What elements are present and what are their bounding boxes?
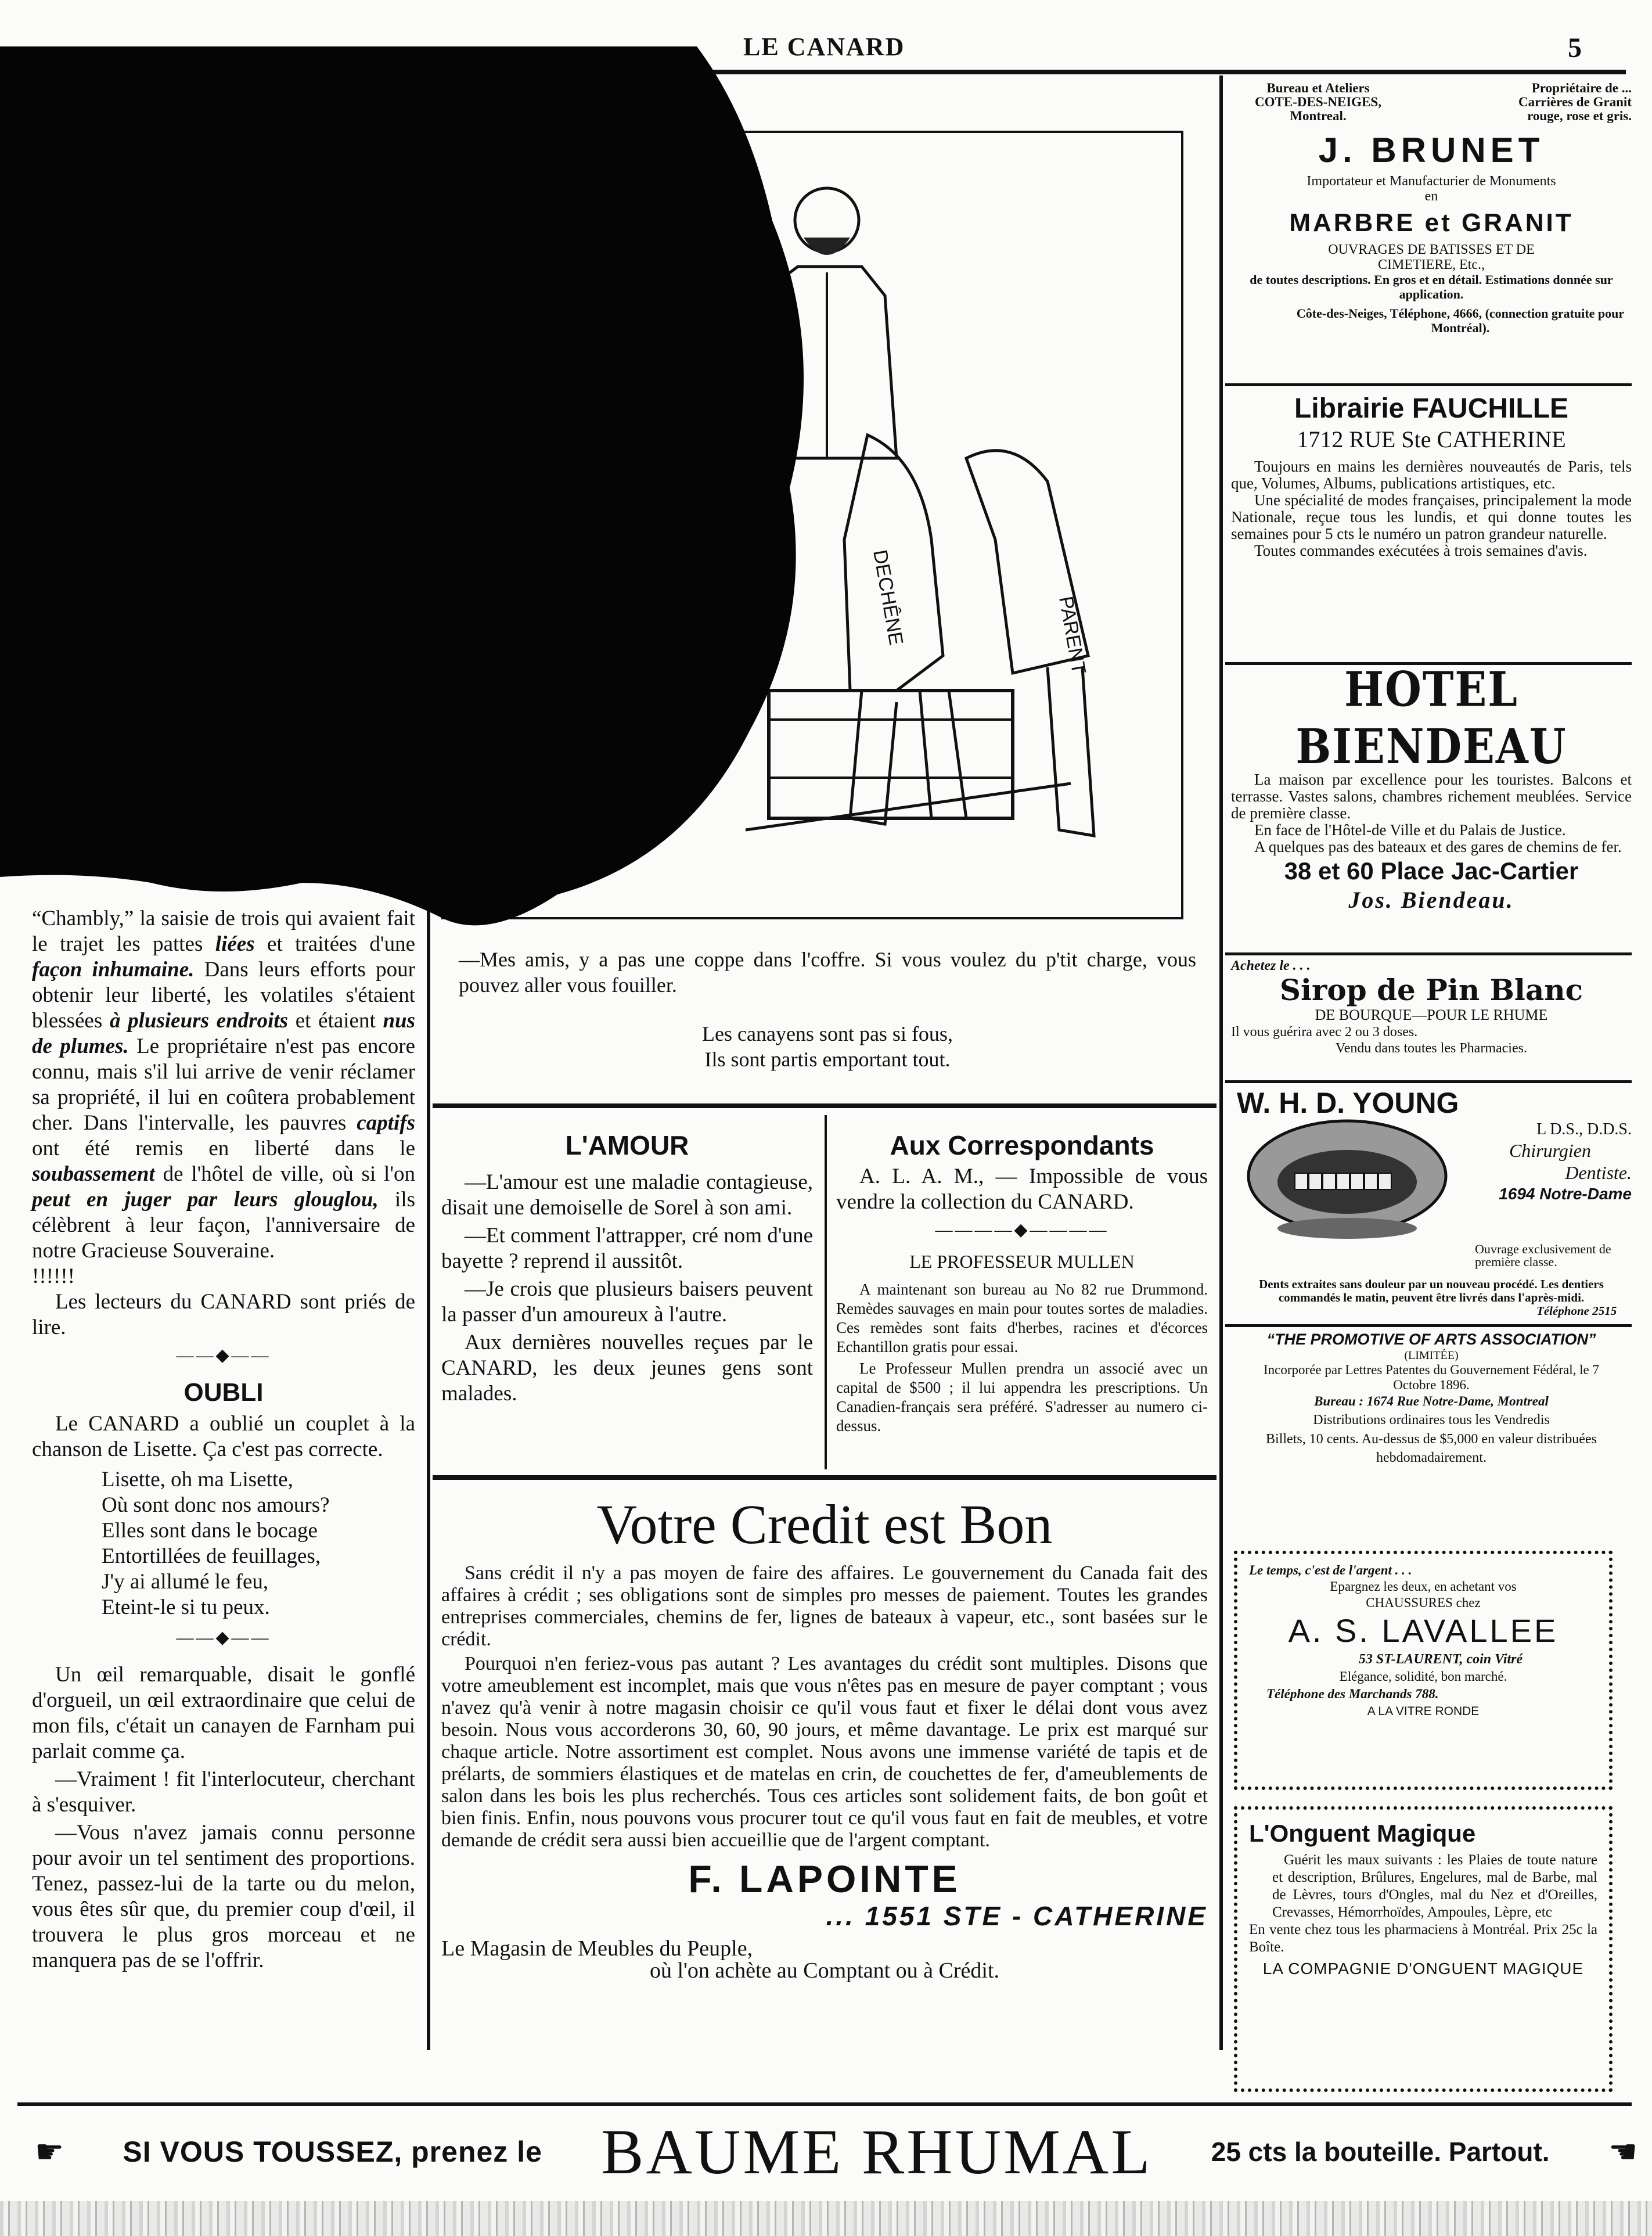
lavallee-line-3: CHAUSSURES chez [1366, 1595, 1481, 1610]
oubli-paragraph: Le CANARD a oublié un couplet à la chanson de Lisette. Ça c'est pas correcte. [32, 1412, 415, 1461]
divider: ——◆—— [176, 1346, 271, 1365]
lavallee-name: A. S. LAVALLEE [1288, 1612, 1559, 1649]
sirop-line-1: DE BOURQUE—POUR LE RHUME [1315, 1006, 1548, 1023]
oubli-title: OUBLI [183, 1378, 264, 1407]
hotel-address: 38 et 60 Place Jac-Cartier [1284, 857, 1579, 885]
amour-paragraph: —Et comment l'attrapper, cré nom d'une bayette ? reprend il aussitôt. [441, 1224, 813, 1273]
brunet-sub: Importateur et Manufacturier de Monuments en [1307, 174, 1556, 204]
chambly-story: “Chambly,” la saisie de trois qui avaient fait le trajet les pattes liées et traitées d'une façon inhumaine. Dans leurs efforts pour obtenir leur liberté, les volatiles s'étaient blessées à plusieurs endroits et étaient nus de plumes. Le propriétaire n'est pas encore connu, mais s'il lui arrive de venir réclamer sa propriété, il lui en coûtera probablement cher. Dans l'intervalle, les pauvres captifs ont été remis en liberté dans le soubassement de l'hôtel de ville, où si l'on peut en juger par leurs glouglou, ils célèbrent à leur façon, l'anniversaire de notre Gracieuse Souveraine. [32, 907, 416, 1263]
lavallee-sign: A LA VITRE RONDE [1367, 1705, 1480, 1718]
correspondants-text: A. L. A. M., — Impossible de vous vendre la collection du CANARD. [836, 1164, 1208, 1214]
brunet-head-right: Propriétaire de ... Carrières de Granit rouge, rose et gris. [1518, 81, 1632, 123]
divider: ————◆———— [935, 1220, 1109, 1239]
young-address: 1694 Notre-Dame [1499, 1185, 1632, 1203]
cartoon-label-parent: PARENT [1054, 594, 1090, 676]
cartoon-caption: —Mes amis, y a pas une coppe dans l'coffre. Si vous voulez du p'tit charge, vous pouvez aller vous fouiller. [459, 948, 1196, 997]
sirop-pre: Achetez le . . . [1231, 958, 1311, 973]
cartoon-verse-1: Les canayens sont pas si fous, [702, 1022, 953, 1045]
ad-divider [1225, 383, 1632, 386]
fauchille-paragraph-1: Toujours en mains les dernières nouveautés de Paris, tels que, Volumes, Albums, publications artistiques, etc. [1231, 458, 1632, 492]
lavallee-phone: Téléphone des Marchands 788. [1266, 1687, 1439, 1701]
readers-note: Les lecteurs du CANARD sont priés de lire. [32, 1290, 415, 1339]
hotel-ad [1231, 660, 1632, 914]
fauchille-name: Librairie FAUCHILLE [1294, 393, 1569, 424]
cartoon-verse-2: Ils sont partis emportant tout. [704, 1048, 951, 1071]
fauchille-address: 1712 RUE Ste CATHERINE [1297, 426, 1566, 452]
ad-divider [1225, 952, 1632, 955]
brunet-ad [1231, 81, 1632, 335]
sirop-line-3: Vendu dans toutes les Pharmacies. [1336, 1041, 1527, 1056]
lavallee-line-2: Epargnez les deux, en achetant vos [1330, 1579, 1517, 1594]
correspondants-title: Aux Correspondants [890, 1130, 1154, 1160]
mullen-title: LE PROFESSEUR MULLEN [909, 1251, 1135, 1272]
page-number: 5 [1568, 33, 1582, 63]
onguent-company: LA COMPAGNIE D'ONGUENT MAGIQUE [1262, 1960, 1584, 1978]
ad-divider [1225, 1324, 1632, 1327]
cartoon-label-dechene: DECHÊNE [869, 548, 908, 648]
amour-paragraph: Aux dernières nouvelles reçues par le CANARD, les deux jeunes gens sont malades. [441, 1331, 813, 1405]
credit-ad-title: Votre Credit est Bon [596, 1493, 1053, 1555]
promotive-bureau: Bureau : 1674 Rue Notre-Dame, Montreal [1314, 1394, 1549, 1408]
promotive-paragraph-1: Incorporée par Lettres Patentes du Gouvernement Fédéral, le 7 Octobre 1896. [1264, 1363, 1599, 1392]
denture-illustration [1243, 1118, 1452, 1246]
promotive-ad [1231, 1330, 1632, 1467]
correspondants-article [836, 1130, 1208, 1438]
young-phone: Téléphone 2515 [1533, 1304, 1617, 1318]
onguent-title: L'Onguent Magique [1249, 1820, 1476, 1847]
fauchille-ad [1231, 392, 1632, 559]
young-ad [1231, 1086, 1632, 1318]
promotive-name: “THE PROMOTIVE OF ARTS ASSOCIATION” [1266, 1331, 1596, 1348]
young-title-1: Chirurgien [1509, 1140, 1591, 1161]
lavallee-line-1: Le temps, c'est de l'argent . . . [1249, 1563, 1412, 1577]
credit-ad-tagline-1: Le Magasin de Meubles du Peuple, [441, 1936, 753, 1961]
onguent-paragraph-2: En vente chez tous les pharmaciens à Montréal. Prix 25c la Boîte. [1249, 1922, 1597, 1955]
young-paragraph: Dents extraites sans douleur par un nouveau procédé. Les dentiers commandés le matin, peuvent être livrés dans l'après-midi. [1259, 1277, 1604, 1304]
brunet-head-left: Bureau et Ateliers COTE-DES-NEIGES, Montreal. [1255, 81, 1381, 123]
oeil-paragraph-3: —Vous n'avez jamais connu personne pour avoir un tel sentiment des proportions. Tenez, passez-lui de la tarte ou du melon, vous êtes sûr que, du premier coup d'œil, il trouvera le plus gros morceau et ne manquera pas de se l'offrir. [32, 1821, 415, 1972]
fauchille-paragraph-2: Une spécialité de modes françaises, principalement la mode Nationale, reçue tous les lundis, et qui donne toutes les semaines pour 5 cts le numéro un patron grandeur naturelle. [1231, 491, 1632, 542]
brunet-works: OUVRAGES DE BATISSES ET DE CIMETIERE, Etc., [1328, 242, 1535, 272]
credit-ad [441, 1493, 1208, 1982]
pointing-hand-icon: ☛ [35, 2134, 64, 2170]
footer-brand: BAUME RHUMAL [601, 2116, 1153, 2187]
torn-bottom-edge [0, 2201, 1652, 2236]
onguent-paragraph-1: Guérit les maux suivants : les Plaies de toute nature et description, Brûlures, Engelures, mal de Barbe, mal de Lèvres, tours d'Ongles, mal du Nez et d'Oreilles, Crevasses, Hémorrhoïdes, Ampoules, Lèpre, etc [1272, 1852, 1597, 1920]
footer-left-text: SI VOUS TOUSSEZ, prenez le [123, 2136, 542, 2168]
brunet-phone: Côte-des-Neiges, Téléphone, 4666, (connection gratuite pour Montréal). [1296, 306, 1625, 335]
hotel-paragraph-2: En face de l'Hôtel-de Ville et du Palais de Justice. [1254, 821, 1566, 839]
young-note: Ouvrage exclusivement de première classe. [1475, 1242, 1611, 1269]
brunet-works-2: de toutes descriptions. En gros et en détail. Estimations donnée sur application. [1250, 272, 1613, 301]
amour-divider [825, 1115, 827, 1469]
credit-ad-paragraph-2: Pourquoi n'en feriez-vous pas autant ? Les avantages du crédit sont multiples. Disons que votre ameublement est incomplet, mais que vous n'êtes pas en mesure de payer comptant ; vous n'avez qu'à venir à notre magasin choisir ce qu'il vous faut et fixer le délai dont vous avez besoin. Nous vous accorderons 30, 60, 90 jours, et même davantage. Le prix est marqué sur chaque article. Notre assortiment est complet. Nous avons une immense variété de tapis et de prélarts, de sommiers élastiques et de matelas en crin, de couchettes de fer, d'ameublements de salon dans les bois les plus recherchés. Tous ces articles sont solidement faits, de bon goût et bien finis. Enfin, nous pouvons vous procurer tout ce qu'il vous faut en fait de meubles, et votre demande de crédit sera aussi bien accueillie que de l'argent comptant. [441, 1653, 1208, 1851]
credit-ad-paragraph-1: Sans crédit il n'y a pas moyen de faire des affaires. Le gouvernement du Canada fait des affaires à crédit ; ses obligations sont de simples pro messes de paiement. Toutes les grandes entreprises commerciales, chemins de fer, lignes de bateaux à vapeur, etc., sont basées sur le crédit. [441, 1562, 1208, 1650]
hotel-owner: Jos. Biendeau. [1348, 887, 1514, 913]
amour-paragraph: —L'amour est une maladie contagieuse, disait une demoiselle de Sorel à son ami. [441, 1170, 813, 1220]
young-name: W. H. D. YOUNG [1237, 1087, 1459, 1119]
lavallee-address: 53 ST-LAURENT, coin Vitré [1358, 1652, 1523, 1667]
hotel-name: HOTEL BIENDEAU [1295, 660, 1567, 775]
young-degree: L D.S., D.D.S. [1536, 1120, 1632, 1138]
mullen-paragraph-2: Le Professeur Mullen prendra un associé avec un capital de $500 ; il lui appendra les prescriptions. Un Canadien-français sera préféré. S'adresser au numero ci-dessus. [836, 1360, 1208, 1435]
promotive-limited: (LIMITÉE) [1404, 1349, 1459, 1362]
mullen-paragraph-1: A maintenant son bureau au No 82 rue Drummond. Remèdes sauvages en main pour toutes sortes de maladies. Ces remèdes sont faits d'herbes, racines et d'écorces Echantillon gratis pour essai. [836, 1281, 1208, 1356]
credit-ad-address: ... 1551 STE - CATHERINE [826, 1901, 1208, 1931]
brunet-name: J. BRUNET [1318, 131, 1545, 170]
cartoon-bottom-rule [433, 1103, 1216, 1108]
lavallee-line-4: Elégance, solidité, bon marché. [1339, 1669, 1507, 1684]
young-title-2: Dentiste. [1565, 1162, 1632, 1183]
amour-title: L'AMOUR [565, 1130, 689, 1160]
amour-article [441, 1130, 813, 1409]
left-column [32, 906, 415, 1976]
fauchille-paragraph-3: Toutes commandes exécutées à trois semaines d'avis. [1254, 542, 1588, 559]
footer-banner [35, 2116, 1637, 2187]
promotive-paragraph-3: Billets, 10 cents. Au-dessus de $5,000 en valeur distribuées hebdomadairement. [1266, 1432, 1597, 1465]
poem: Lisette, oh ma Lisette, Où sont donc nos amours? Elles sont dans le bocage Entortillées de feuillages, J'y ai allumé le feu, Eteint-le si tu peux. [102, 1468, 330, 1619]
brunet-material: MARBRE et GRANIT [1289, 208, 1574, 237]
hotel-paragraph-3: A quelques pas des bateaux et des gares de chemins de fer. [1254, 838, 1622, 855]
pointing-hand-icon: ☛ [1608, 2134, 1637, 2170]
torn-damage-blot [0, 46, 842, 964]
sirop-name: Sirop de Pin Blanc [1279, 973, 1583, 1007]
amour-paragraph: —Je crois que plusieurs baisers peuvent la passer d'un amoureux à l'autre. [441, 1277, 813, 1326]
articles-bottom-rule [433, 1475, 1216, 1480]
credit-ad-tagline-2: où l'on achète au Comptant ou à Crédit. [649, 1958, 1000, 1983]
column-rule-right [1219, 76, 1223, 2050]
sirop-line-2: Il vous guérira avec 2 ou 3 doses. [1231, 1024, 1418, 1040]
footer-rule [17, 2102, 1632, 2106]
sirop-ad [1231, 958, 1632, 1056]
credit-ad-merchant: F. LAPOINTE [688, 1857, 961, 1900]
promotive-paragraph-2: Distributions ordinaires tous les Vendredis [1313, 1412, 1550, 1428]
lavallee-ad [1234, 1551, 1613, 1790]
oeil-paragraph-2: —Vraiment ! fit l'interlocuteur, cherchant à s'esquiver. [32, 1767, 415, 1817]
exclamations: !!!!!! [32, 1264, 75, 1288]
footer-right-text: 25 cts la bouteille. Partout. [1211, 2137, 1550, 2167]
oeil-paragraph-1: Un œil remarquable, disait le gonflé d'orgueil, un œil extraordinaire que celui de mon fils, c'était un canayen de Farnham pui parlait comme ça. [32, 1663, 415, 1763]
ad-divider [1225, 1080, 1632, 1083]
onguent-ad [1234, 1806, 1613, 2092]
divider: ——◆—— [176, 1628, 271, 1647]
masthead-title: LE CANARD [743, 33, 905, 61]
hotel-paragraph-1: La maison par excellence pour les touristes. Balcons et terrasse. Vastes salons, chambres richement meublées. Service de première classe. [1231, 771, 1632, 822]
